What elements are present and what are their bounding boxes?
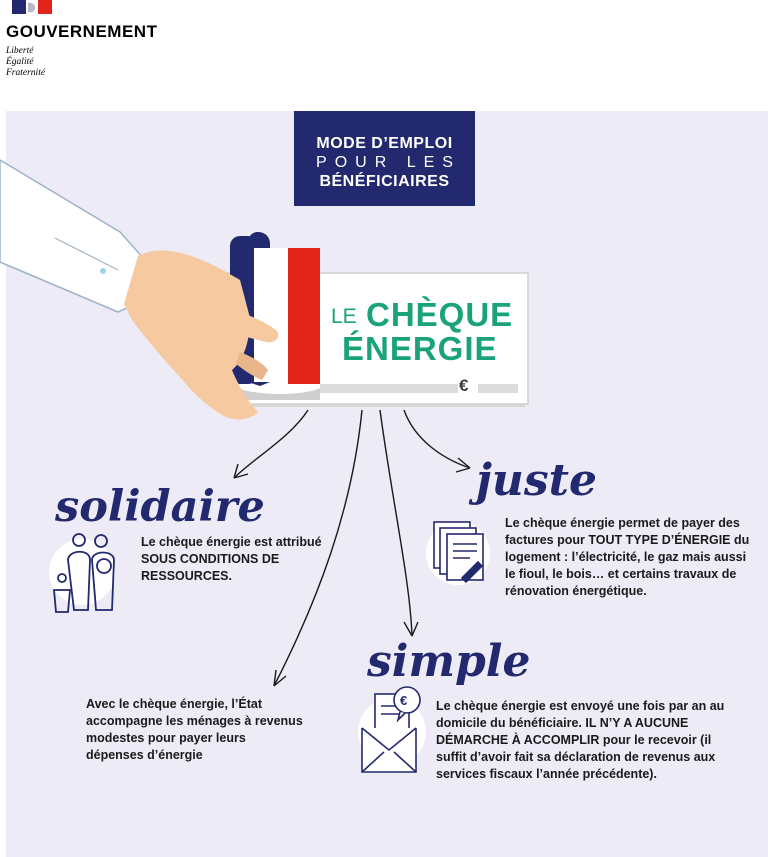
etat-text: Avec le chèque énergie, l’État accompagne les ménages à revenus modestes pour payer leurs dépenses d’énergie <box>86 697 303 762</box>
motto-line: Égalité <box>6 57 34 67</box>
cheque-word-1: CHÈQUE <box>366 296 514 333</box>
simple-text-a: Le chèque énergie est envoyé une fois par an au domicile du bénéficiaire. <box>436 699 725 730</box>
envelope-euro-icon <box>358 687 426 772</box>
title-line-2: POUR LES <box>316 154 461 171</box>
keyword-simple: simple <box>367 636 531 687</box>
simple-text-caps: IL N’Y A AUCUNE DÉMARCHE À ACCOMPLIR <box>436 716 689 747</box>
solidaire-text <box>141 534 331 585</box>
solidaire-text-caps: SOUS CONDITIONS DE RESSOURCES. <box>141 552 280 583</box>
title-line-1: MODE D’EMPLOI <box>316 135 453 152</box>
juste-text-a: Le chèque énergie permet de payer des factures pour <box>505 516 740 547</box>
keyword-juste: juste <box>476 455 597 506</box>
cheque-euro-sign: € <box>459 376 469 395</box>
title-line-3: BÉNÉFICIAIRES <box>319 173 450 190</box>
motto-line: Liberté <box>6 46 34 56</box>
government-title: GOUVERNEMENT <box>6 22 158 41</box>
hand-icon <box>0 160 278 419</box>
juste-text-b: du logement : l’électricité, le gaz mais aussi le fioul, le bois… et certains travaux de rénovation énergétique. <box>505 533 750 598</box>
family-icon <box>49 534 115 612</box>
simple-text-b: pour le recevoir (il suffit d’avoir fait sa déclaration de revenus aux services fiscaux l’année précédente). <box>436 733 716 781</box>
cheque-prefix: LE <box>331 305 357 328</box>
juste-text-caps: TOUT TYPE D’ÉNERGIE <box>588 533 731 547</box>
juste-text <box>505 515 755 600</box>
envelope-euro-sign: € <box>400 693 408 708</box>
documents-icon <box>426 521 490 585</box>
simple-text <box>436 698 736 783</box>
motto-line: Fraternité <box>6 68 46 78</box>
keyword-solidaire: solidaire <box>55 482 265 532</box>
solidaire-text-plain: Le chèque énergie est attribué <box>141 535 322 549</box>
cheque-word-2: ÉNERGIE <box>342 330 498 367</box>
